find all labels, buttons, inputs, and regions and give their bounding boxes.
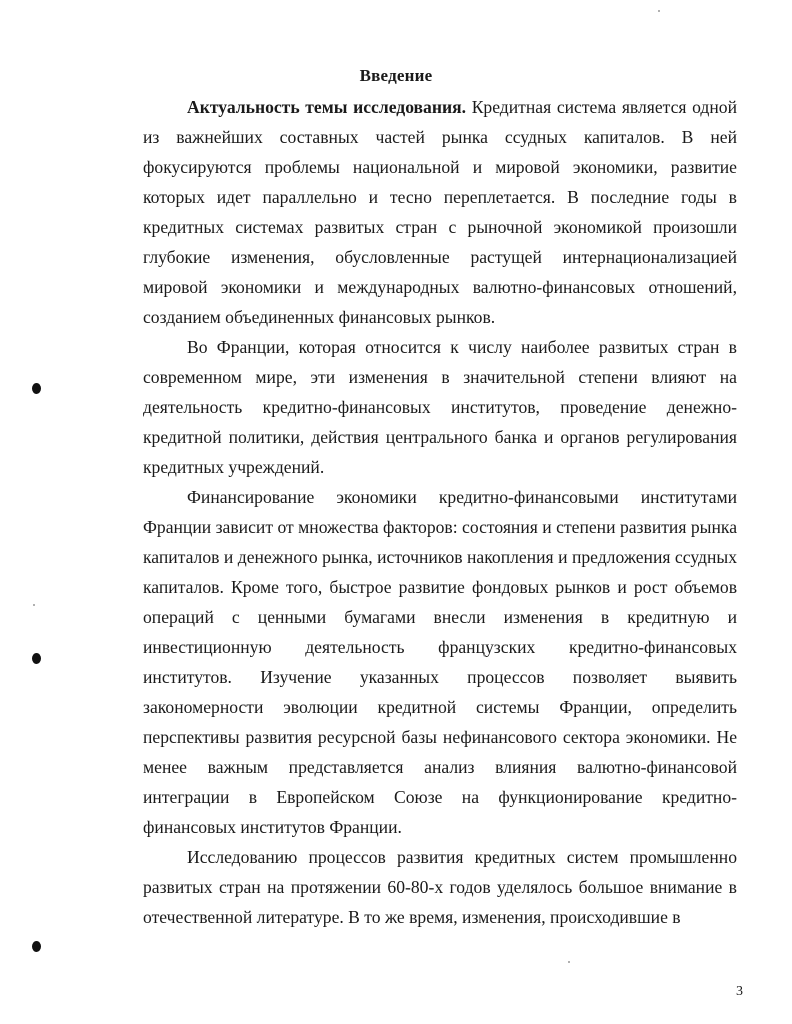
punch-hole-mark <box>32 383 41 394</box>
paragraph-lead: Актуальность темы исследования. <box>187 97 467 117</box>
paragraph-research <box>143 842 737 932</box>
paragraph-france <box>143 332 737 482</box>
paragraph-text: Исследованию процессов развития кредитных систем промышленно развитых стран на протяжении 60-80-х годов уделялось большое внимание в отечественной литературе. В то же время, изменения, происходившие в <box>143 847 737 927</box>
paragraph-text: Финансирование экономики кредитно-финансовыми институтами Франции зависит от множества факторов: состояния и степени развития рынка капиталов и денежного рынка, источников накопления и предложения ссудных капиталов. Кроме того, быстрое развитие фондовых рынков и рост объемов операций с ценными бумагами внесли изменения в кредитную и инвестиционную деятельность французских кредитно-финансовых институтов. Изучение указанных процессов позволяет выявить закономерности эволюции кредитной системы Франции, определить перспективы развития ресурсной базы нефинансового сектора экономики. Не менее важным представляется анализ влияния валютно-финансовой интеграции в Европейском Союзе на функционирование кредитно-финансовых институтов Франции. <box>143 487 737 837</box>
page-number: 3 <box>736 984 743 999</box>
page-title: Введение <box>359 66 433 85</box>
punch-hole-mark <box>32 941 41 952</box>
paragraph-text: Кредитная система является одной из важнейших составных частей рынка ссудных капиталов. В ней фокусируются проблемы национальной и мировой экономики, развитие которых идет параллельно и тесно переплетается. В последние годы в кредитных системах развитых стран с рыночной экономикой произошли глубокие изменения, обусловленные растущей интернационализацией мировой экономики и международных валютно-финансовых отношений, созданием объединенных финансовых рынков. <box>143 97 737 327</box>
body-text <box>143 92 737 932</box>
paragraph-relevance <box>143 92 737 332</box>
punch-hole-mark <box>32 653 41 664</box>
scan-speck <box>658 10 660 12</box>
scan-speck <box>568 961 570 963</box>
paragraph-text: Во Франции, которая относится к числу наиболее развитых стран в современном мире, эти изменения в значительной степени влияют на деятельность кредитно-финансовых институтов, проведение денежно-кредитной политики, действия центрального банка и органов регулирования кредитных учреждений. <box>143 337 737 477</box>
scan-speck <box>33 604 35 606</box>
paragraph-financing <box>143 482 737 842</box>
